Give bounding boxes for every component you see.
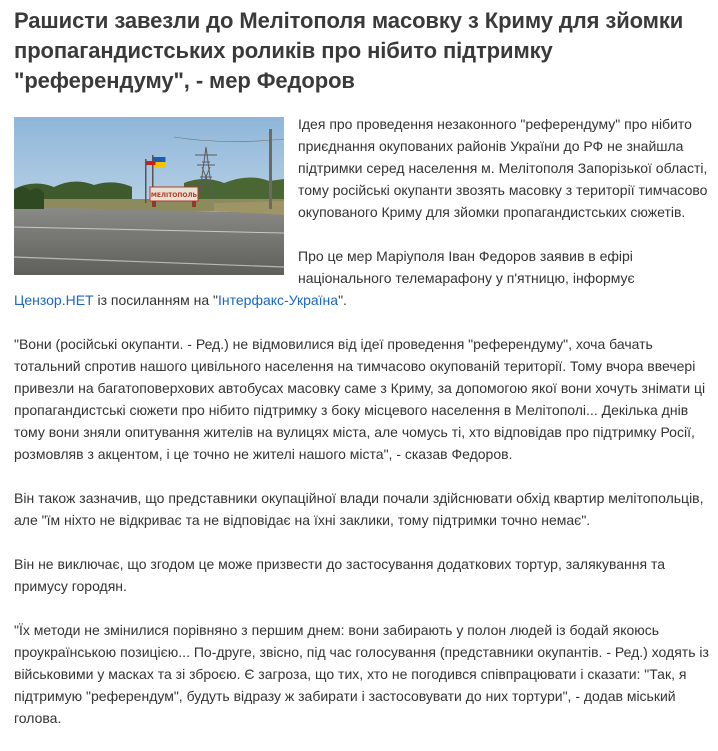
paragraph-2-text-b: із посиланням на " bbox=[93, 292, 218, 308]
interfax-ukraine-link[interactable]: Інтерфакс-Україна bbox=[218, 292, 339, 308]
paragraph-2-text-a: Про це мер Маріуполя Іван Федоров заявив в ефірі національного телемарафону у п'ятницю, інформує bbox=[298, 248, 635, 286]
paragraph-2-text-c: ". bbox=[338, 292, 347, 308]
article bbox=[14, 6, 714, 751]
article-photo[interactable] bbox=[14, 117, 284, 275]
photo-sign-text: МЕЛІТОПОЛЬ bbox=[150, 192, 198, 199]
article-title: Рашисти завезли до Мелітополя масовку з Криму для зйомки пропагандистських роликів про нібито підтримку "референдуму", - мер Федоров bbox=[14, 8, 684, 93]
paragraph-1: Ідея про проведення незаконного "референдуму" про нібито приєднання окупованих районів України до РФ не знайшла підтримки серед населення м. Мелітополя Запорізької області, тому російські окупанти звозять масовку з території тимчасово окупованого Криму для зйомки пропагандистських сюжетів. bbox=[298, 116, 708, 220]
paragraph-4: Він також зазначив, що представники окупаційної влади почали здійснювати обхід квартир мелітопольців, але "їм ніхто не відкриває та не відповідає на їхні заклики, тому підтримки точно немає". bbox=[14, 490, 704, 528]
paragraph-6: "Їх методи не змінилися порівняно з першим днем: вони забирають у полон людей із бодай якоюсь проукраїнською позицією... По-друге, звісно, під час голосування (представники окупантів. - Ред.) ходять із військовими у масках та зі зброєю. Є загроза, що тих, хто не погодився співпрацювати і сказати: "Так, я підтримую "референдум", будуть відразу ж забирати і застосовувати до них тортури", - додав міський голова. bbox=[14, 622, 709, 726]
article-body bbox=[14, 113, 714, 729]
paragraph-3: "Вони (російські окупанти. - Ред.) не відмовилися від ідеї проведення "референдуму", хоча бачать тотальний спротив нашого цивільного населення на тимчасово окупованій території. Тому вчора ввечері привезли на багатоповерхових автобусах масовку саме з Криму, за допомогою якої вони хочуть знімати ці пропагандистські сюжети про нібито підтримку з боку місцевого населення в Мелітополі... Декілька днів тому вони зняли опитування жителів на вулицях міста, але чомусь ті, хто відповідав про підтримку Росії, розмовляв з акцентом, і це точно не жителі нашого міста", - сказав Федоров. bbox=[14, 336, 706, 462]
censor-net-link[interactable]: Цензор.НЕТ bbox=[14, 292, 94, 308]
paragraph-5: Він не виключає, що згодом це може призвести до застосування додаткових тортур, залякування та примусу городян. bbox=[14, 556, 665, 594]
